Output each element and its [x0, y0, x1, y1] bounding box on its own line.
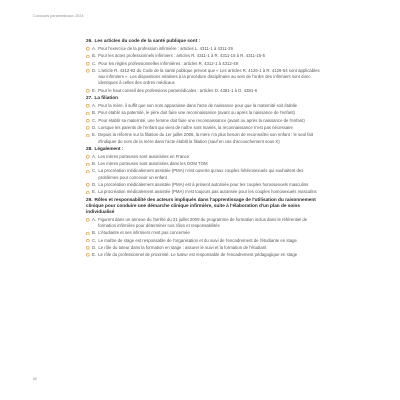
- option-text: Pour établir sa maternité, une femme doit faire une reconnaissance (avant ou après la naissance de l'enfant): [98, 117, 305, 123]
- answer-option: [86, 189, 322, 195]
- question-list: [86, 38, 322, 259]
- option-letter: A.: [92, 46, 97, 51]
- option-letter: C.: [92, 60, 97, 66]
- option-letter: E.: [92, 252, 97, 258]
- option-letter: C.: [92, 117, 97, 123]
- answer-option: [86, 168, 322, 181]
- option-text: Lorsque les parents de l'enfant qui vient de naître sont mariés, la reconnaissance n'est pas nécessaire: [98, 124, 293, 130]
- option-letter: D.: [92, 182, 97, 188]
- question-number: 29.: [86, 196, 93, 202]
- question-title: [86, 95, 322, 101]
- question-block: [86, 197, 322, 259]
- answer-option: [86, 46, 322, 52]
- option-letter: A.: [92, 153, 97, 159]
- answer-option: [86, 252, 322, 258]
- answer-option: [86, 110, 322, 116]
- option-text: L'article R. 4312-92 du Code de la santé publique prévoit que « Les articles R. 4126-1 à R. 4126-54 sont applicables aux infirmiers ». Les dispositions relatives à la procédure disciplinaire au sein de l'ordre des infirmiers sont donc identiques à celles des ordres médicaux: [98, 67, 320, 86]
- option-text: Pour établir sa paternité, le père doit faire une reconnaissance (avant ou après la naissance de l'enfant): [98, 110, 295, 116]
- option-letter: D.: [92, 244, 97, 250]
- question-block: [86, 146, 322, 196]
- option-letter: D.: [92, 67, 97, 73]
- option-text: Depuis la réforme sur la filiation du 1er juillet 2006, la mère n'a plus besoin de reconnaître son enfant : le seul fait d'indiquer du nom de la mère dans l'acte établit la filiation (sauf en cas d'accouchement sous X): [98, 132, 313, 144]
- option-text: La procréation médicalement assistée (PMA) n'est toujours pas autorisée pour les couples homosexuels masculins: [98, 189, 317, 195]
- running-head: Concours paramédicaux 2024: [33, 14, 84, 18]
- answer-option: [86, 161, 322, 167]
- option-list: [86, 46, 322, 94]
- option-text: Le rôle du tuteur dans la formation en stage : assurer le suivi et la formation de l'étudiant: [98, 244, 267, 250]
- option-letter: E.: [92, 132, 97, 138]
- option-text: La procréation médicalement assistée (PMA) n'est ouverte qu'aux couples hétérosexuels qui souhaitent des problèmes pour concevoir un enfant: [98, 168, 304, 180]
- option-text: Le rôle du professionnel de proximité. Le tuteur est responsable de l'encadrement pédagogique en stage: [98, 252, 298, 258]
- option-text: Pour l'exercice de la profession infirmière : articles L. 4311-1 à 4311-29: [98, 46, 233, 51]
- answer-option: [86, 182, 322, 188]
- option-letter: B.: [92, 230, 97, 236]
- answer-option: [86, 132, 322, 145]
- option-text: Figurent dans un annexe du l'arrêté du 31 juillet 2009 du programme de formation inclus dans le référentiel de formation infirmière pour déterminer nos rôles et responsabilités: [98, 216, 308, 228]
- option-list: [86, 217, 322, 259]
- option-list: [86, 154, 322, 196]
- option-text: Pour la mère, il suffit que son nom apparaisse dans l'acte de naissance pour que la maternité soit établie: [98, 103, 298, 109]
- question-title: [86, 38, 322, 44]
- answer-option: [86, 238, 322, 244]
- answer-option: [86, 230, 322, 236]
- option-text: Pour les règles professionnelles infirmières : articles R. 4312-1 à 4312-49: [98, 60, 239, 66]
- option-text: Pour le haut conseil des professions paramédicales : articles D. 4381-1 à D. 4381-6: [98, 87, 258, 93]
- question-number: 27.: [86, 95, 93, 101]
- option-letter: B.: [92, 110, 97, 116]
- answer-option: [86, 125, 322, 131]
- answer-option: [86, 53, 322, 59]
- answer-option: [86, 217, 322, 230]
- question-block: [86, 38, 322, 94]
- option-text: La procréation médicalement assistée (PMA) est à présent autorisée pour les couples homosexuels masculins: [98, 182, 309, 188]
- option-text: Les mères porteuses sont autorisées en France: [98, 153, 190, 159]
- option-text: Pour les actes professionnels infirmiers : articles R. 4311-1 à R. 4311-15 à R. 4311-15-5: [98, 53, 266, 59]
- question-title-text: Légalement :: [94, 145, 124, 151]
- option-letter: E.: [92, 189, 97, 195]
- answer-option: [86, 88, 322, 94]
- question-title-text: Les articles du code de la santé publique sont :: [94, 38, 201, 43]
- option-letter: D.: [92, 124, 97, 130]
- question-number: 28.: [86, 145, 93, 151]
- question-title: [86, 146, 322, 152]
- option-letter: B.: [92, 53, 97, 59]
- answer-option: [86, 118, 322, 124]
- question-title-text: Rôles et responsabilité des acteurs impliqués dans l'apprentissage de l'utilisation du raisonnement clinique pour conduire une démarche clinique infirmière, suite à l'élaboration d'un plan de soins individualisé: [86, 196, 316, 214]
- answer-option: [86, 245, 322, 251]
- option-text: L'étudiante et ses infirmiers n'est pas concernée: [98, 230, 190, 236]
- option-letter: A.: [92, 216, 97, 222]
- option-letter: A.: [92, 103, 97, 109]
- option-text: Les mères porteuses sont autorisées dans les DOM TOM: [98, 161, 208, 167]
- page-number: 80: [33, 377, 37, 381]
- option-text: Le maître de stage est responsable de l'organisation et du suivi de l'encadrement de l'étudiante en stage: [98, 237, 297, 243]
- option-list: [86, 103, 322, 145]
- option-letter: E.: [92, 87, 97, 93]
- answer-option: [86, 154, 322, 160]
- answer-option: [86, 61, 322, 67]
- answer-option: [86, 68, 322, 87]
- answer-option: [86, 103, 322, 109]
- question-block: [86, 95, 322, 145]
- option-letter: C.: [92, 168, 97, 174]
- option-letter: B.: [92, 161, 97, 167]
- question-number: 26.: [86, 38, 93, 43]
- option-letter: C.: [92, 237, 97, 243]
- question-title-text: La filiation: [94, 95, 118, 101]
- question-title: [86, 197, 322, 215]
